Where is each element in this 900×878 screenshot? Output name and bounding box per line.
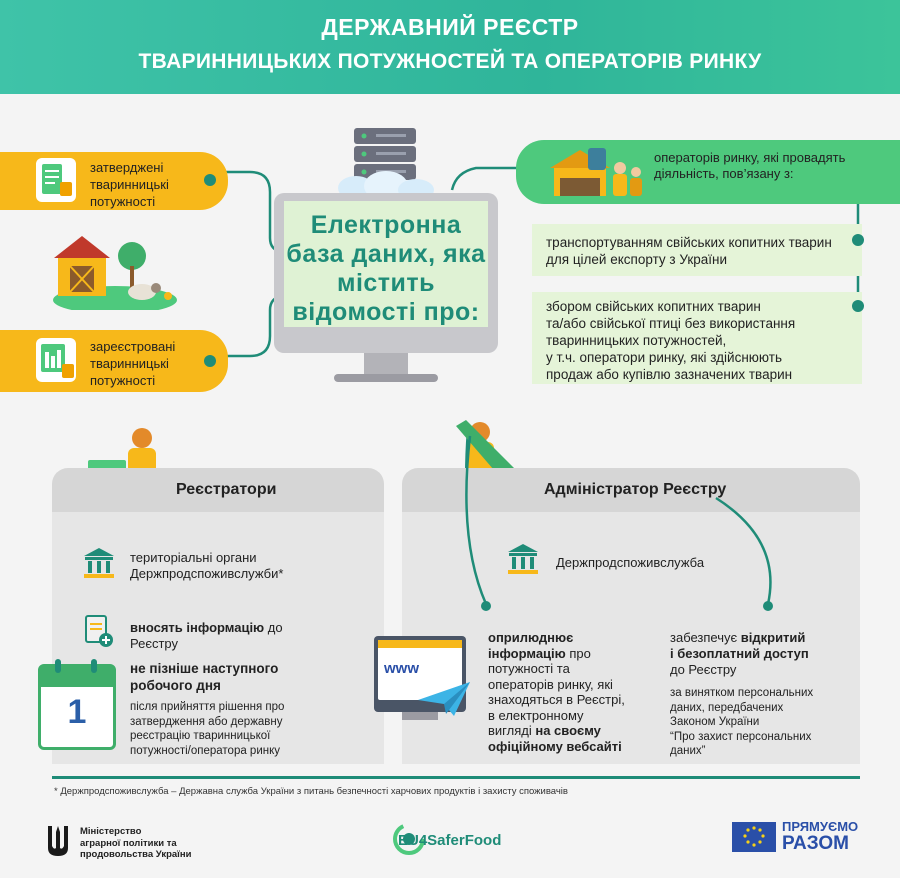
access-bold: відкритий (740, 630, 806, 645)
enter-info-line2: Реєстру (130, 636, 179, 651)
page-title-line2: ТВАРИННИЦЬКИХ ПОТУЖНОСТЕЙ ТА ОПЕРАТОРІВ РИНКУ (138, 50, 762, 73)
eu-flag-icon (732, 822, 776, 852)
personal-data-exception-text (670, 686, 813, 759)
after-decision-line: після прийняття рішення про (130, 701, 285, 713)
registrars-title: Реєстратори (176, 481, 277, 498)
collection-line: збором свійських копитних тварин (546, 299, 761, 314)
collection-line: у т.ч. оператори ринку, які здійснюють (546, 350, 782, 365)
publish-rest: про (565, 645, 591, 661)
collection-line: продаж або купівлю зазначених тварин (546, 367, 793, 382)
exception-line: за винятком персональних (670, 687, 814, 699)
together-line2: РАЗОМ (782, 833, 849, 854)
after-decision-line: потужності/оператора ринку (130, 744, 281, 757)
publish-bold: на своєму (535, 723, 601, 738)
together-line1: ПРЯМУЄМО (782, 819, 859, 834)
enter-info-rest: до (264, 620, 283, 635)
ministry-logo-text (80, 826, 191, 861)
page-title-line1: ДЕРЖАВНИЙ РЕЄСТР (321, 14, 579, 40)
registered-capacities-text: зареєстровані тваринницькі потужності (90, 339, 176, 388)
after-decision-line: реєстрацію тваринницької (130, 730, 271, 742)
collection-line: тваринницьких потужностей, (546, 333, 727, 348)
publish-line: в електронному (488, 707, 584, 723)
transport-text: транспортуванням свійських копитних тварин для цілей експорту з України (546, 235, 832, 267)
admin-title: Адміністратор Реєстру (544, 481, 727, 498)
ministry-line: аграрної політики та (80, 837, 177, 849)
enter-info-bold: вносять інформацію (130, 620, 265, 635)
deadline-line: не пізніше наступного (130, 661, 279, 676)
publish-rest: вигляді (488, 723, 536, 738)
territorial-bodies-line: Держпродспоживслужби* (130, 566, 284, 581)
publish-line: оприлюднює (488, 630, 574, 645)
ukraine-trident-icon (46, 824, 70, 858)
ministry-line: продовольства України (80, 849, 192, 860)
exception-line: “Про захист персональних (670, 730, 812, 743)
deadline-line: робочого дня (130, 678, 221, 693)
database-description: Електронна база даних, яка містить відомості про: (286, 211, 486, 326)
calendar-number: 1 (67, 693, 87, 731)
admin-org-text: Держпродспоживслужба (556, 555, 705, 570)
territorial-bodies-line: територіальні органи (130, 550, 257, 565)
after-decision-line: затвердження або державну (130, 715, 283, 728)
publish-line: офіційному вебсайті (488, 738, 622, 754)
access-line: і безоплатний доступ (670, 646, 809, 661)
publish-line: потужності та (488, 661, 570, 676)
access-line: до Реєстру (670, 662, 737, 677)
www-label: www (384, 660, 420, 677)
publish-bold: інформацію (488, 645, 566, 661)
collection-line: та/або свійської птиці без використання (546, 316, 796, 331)
ministry-line: Міністерство (80, 826, 142, 837)
moving-together-logo-text (782, 820, 858, 854)
publish-line: операторів ринку, які (488, 676, 613, 692)
exception-line: Законом України (670, 716, 760, 728)
footnote-divider (52, 776, 860, 779)
eu4saferfood-logo-text: EU4SaferFood (398, 832, 502, 849)
exception-line: даних” (670, 745, 706, 757)
footnote-text: * Держпродспоживслужба – Державна служба України з питань безпечності харчових продуктів і захисту споживачів (54, 786, 568, 797)
market-operators-text: операторів ринку, які провадять діяльність, пов’язану з: (654, 150, 846, 181)
publish-info-text (488, 630, 625, 754)
exception-line: даних, передбачених (670, 701, 784, 714)
approved-capacities-text: затверджені тваринницькі потужності (90, 160, 169, 209)
paper-plane-icon (416, 680, 472, 720)
access-rest: забезпечує (670, 630, 741, 645)
free-access-text (670, 630, 809, 678)
publish-line: знаходяться в Реєстрі, (488, 692, 625, 707)
